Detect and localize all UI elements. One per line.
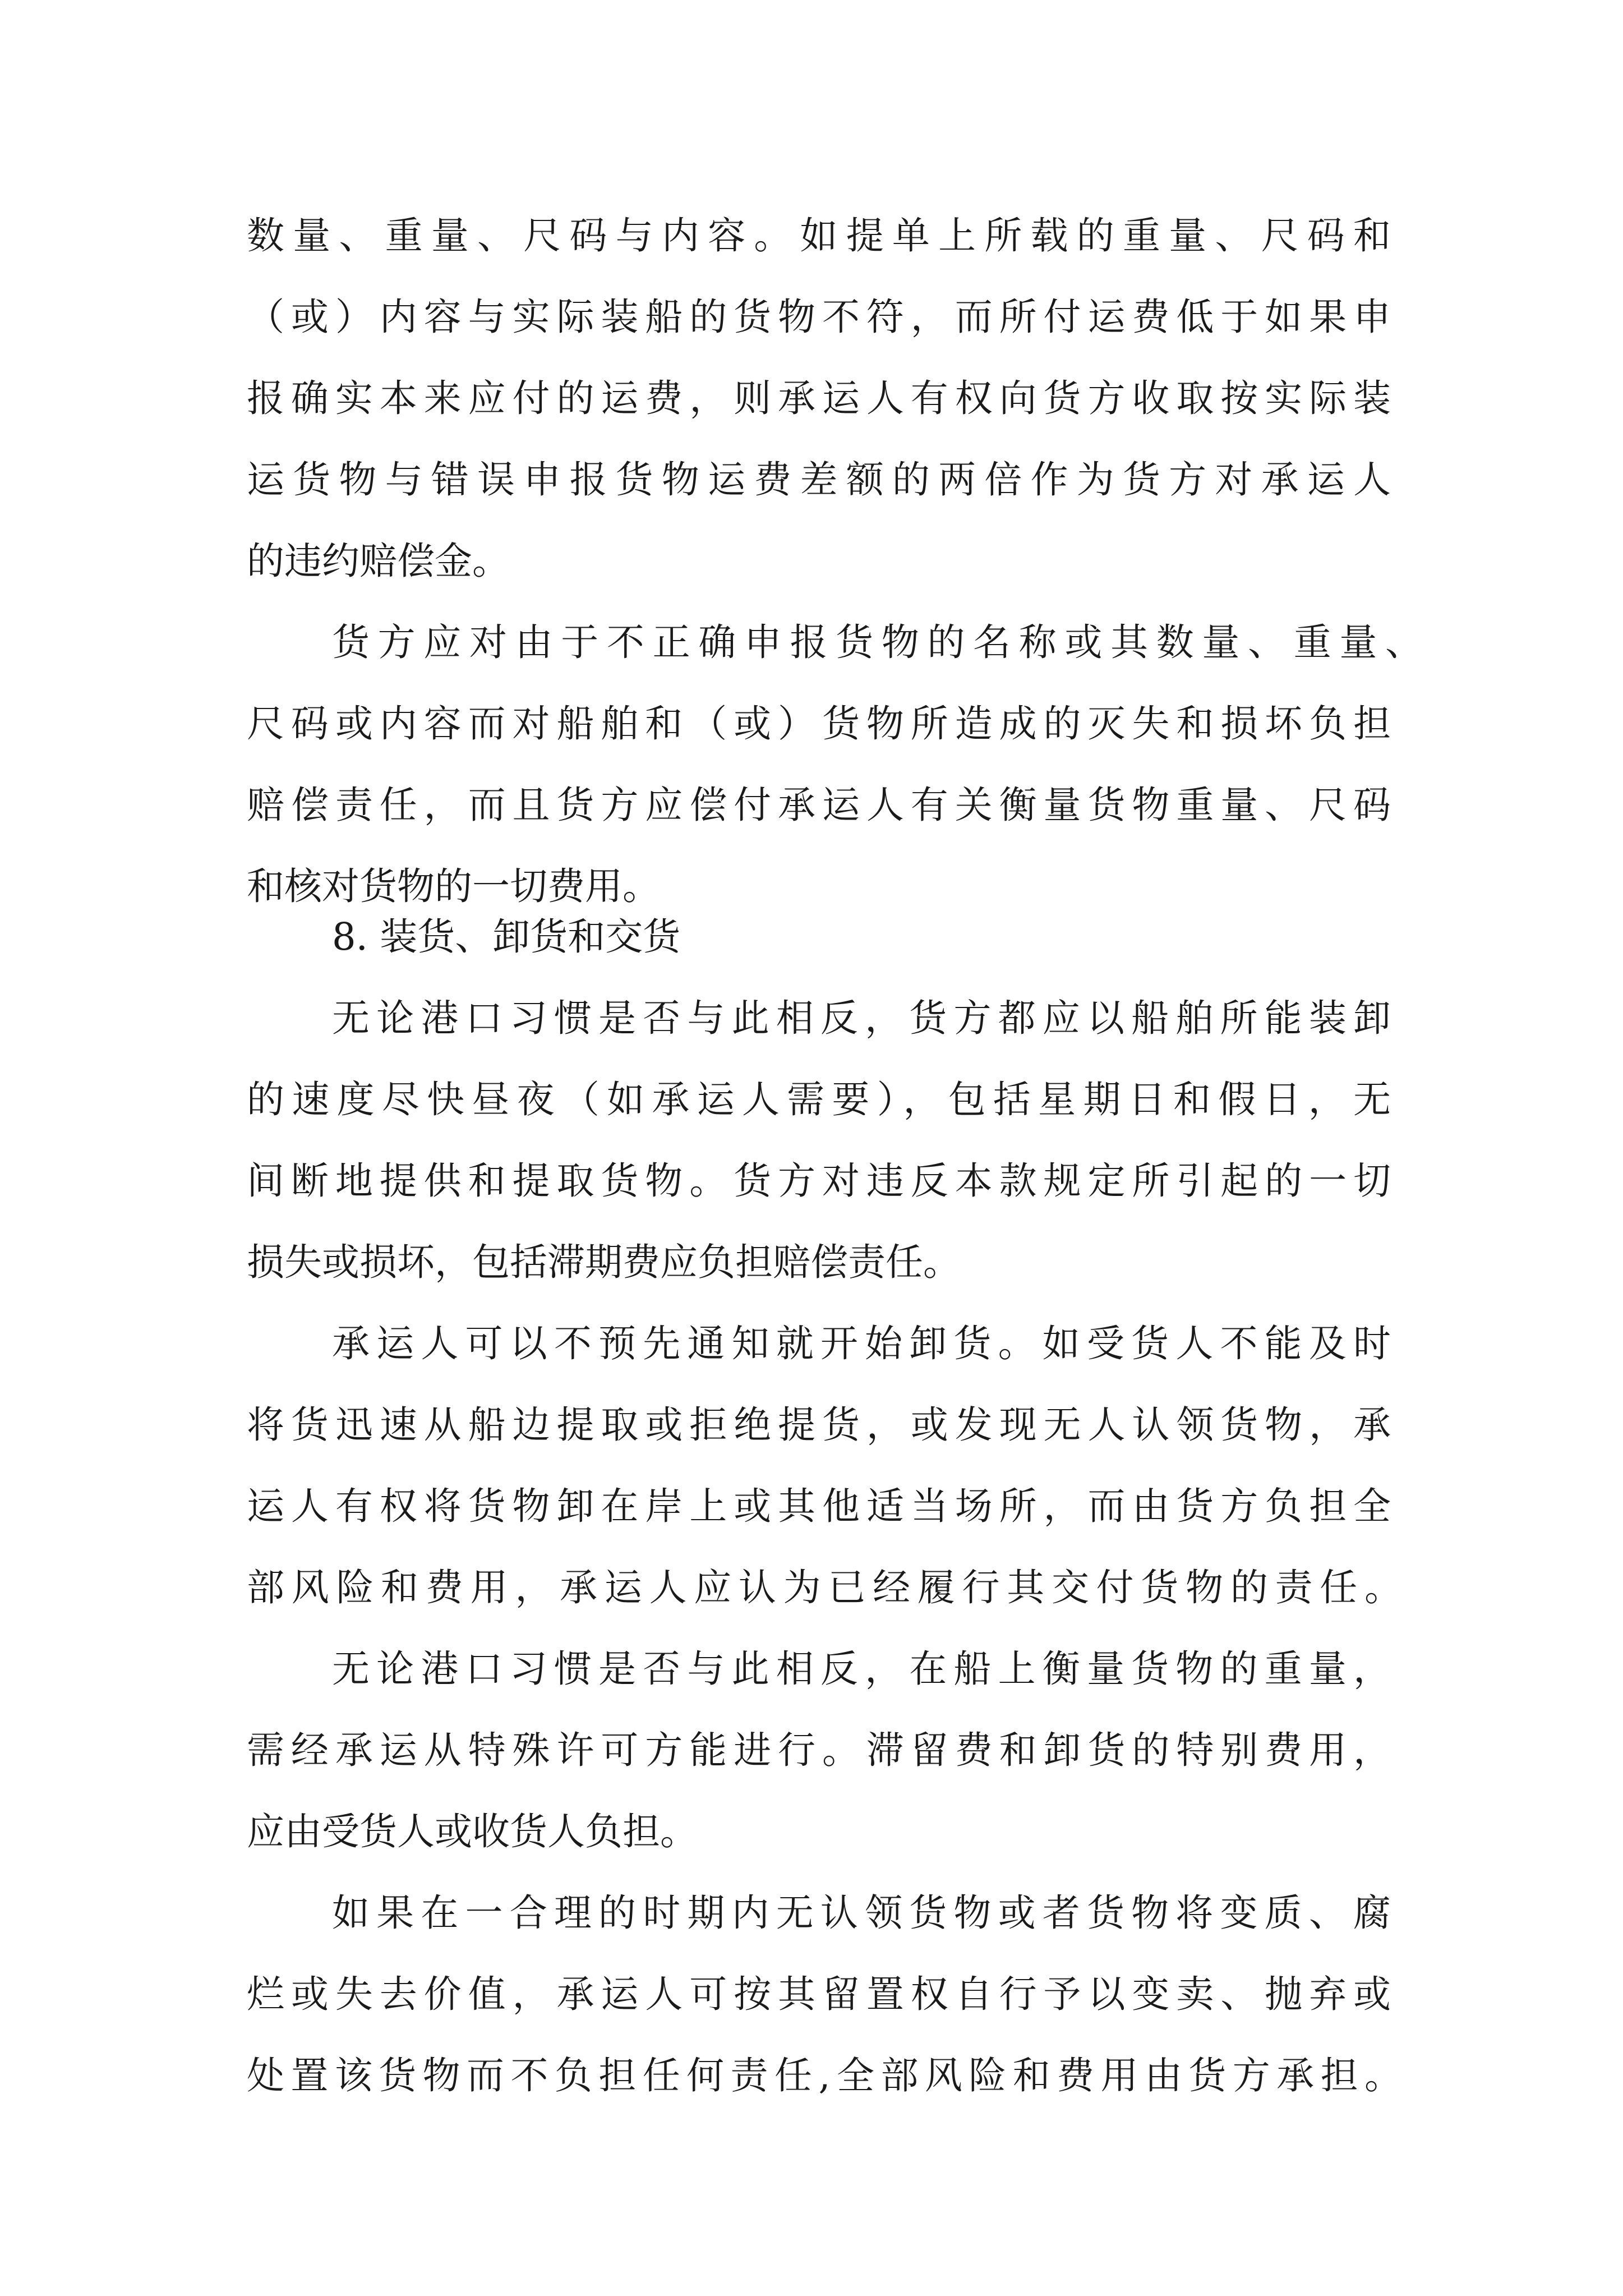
paragraph-first-line: 无论港口习惯是否与此相反，在船上衡量货物的重量， (332, 1647, 1391, 1691)
paragraph-first-line: 如果在一合理的时期内无认领货物或者货物将变质、腐 (332, 1891, 1391, 1935)
text-line: （或）内容与实际装船的货物不符，而所付运费低于如果申 (247, 295, 1391, 339)
text-line: 报确实本来应付的运费，则承运人有权向货方收取按实际装 (247, 376, 1391, 420)
text-line: 损失或损坏，包括滞期费应负担赔偿责任。 (247, 1240, 961, 1284)
paragraph-first-line: 无论港口习惯是否与此相反，货方都应以船舶所能装卸 (332, 996, 1391, 1040)
text-line: 的速度尽快昼夜（如承运人需要），包括星期日和假日，无 (247, 1078, 1391, 1121)
text-line: 运人有权将货物卸在岸上或其他适当场所，而由货方负担全 (247, 1484, 1391, 1528)
text-line: 和核对货物的一切费用。 (247, 864, 660, 908)
paragraph-first-line: 承运人可以不预先通知就开始卸货。如受货人不能及时 (332, 1322, 1391, 1365)
text-line: 应由受货人或收货人负担。 (247, 1810, 698, 1853)
paragraph-first-line: 货方应对由于不正确申报货物的名称或其数量、重量、 (332, 620, 1423, 664)
text-line: 赔偿责任，而且货方应偿付承运人有关衡量货物重量、尺码 (247, 783, 1391, 827)
text-line: 的违约赔偿金。 (247, 539, 510, 583)
text-line: 部风险和费用，承运人应认为已经履行其交付货物的责任。 (247, 1566, 1402, 1609)
text-line: 需经承运从特殊许可方能进行。滞留费和卸货的特别费用， (247, 1728, 1391, 1772)
text-line: 数量、重量、尺码与内容。如提单上所载的重量、尺码和 (247, 214, 1391, 257)
text-line: 将货迅速从船边提取或拒绝提货，或发现无人认领货物，承 (247, 1403, 1391, 1447)
text-line: 处置该货物而不负担任何责任,全部风险和费用由货方承担。 (247, 2054, 1402, 2097)
text-line: 烂或失去价值，承运人可按其留置权自行予以变卖、抛弃或 (247, 1972, 1391, 2016)
text-line: 运货物与错误申报货物运费差额的两倍作为货方对承运人 (247, 458, 1391, 501)
text-line: 尺码或内容而对船舶和（或）货物所造成的灭失和损坏负担 (247, 702, 1391, 746)
section-heading: 8. 装货、卸货和交货 (332, 915, 681, 959)
text-line: 间断地提供和提取货物。货方对违反本款规定所引起的一切 (247, 1159, 1391, 1203)
